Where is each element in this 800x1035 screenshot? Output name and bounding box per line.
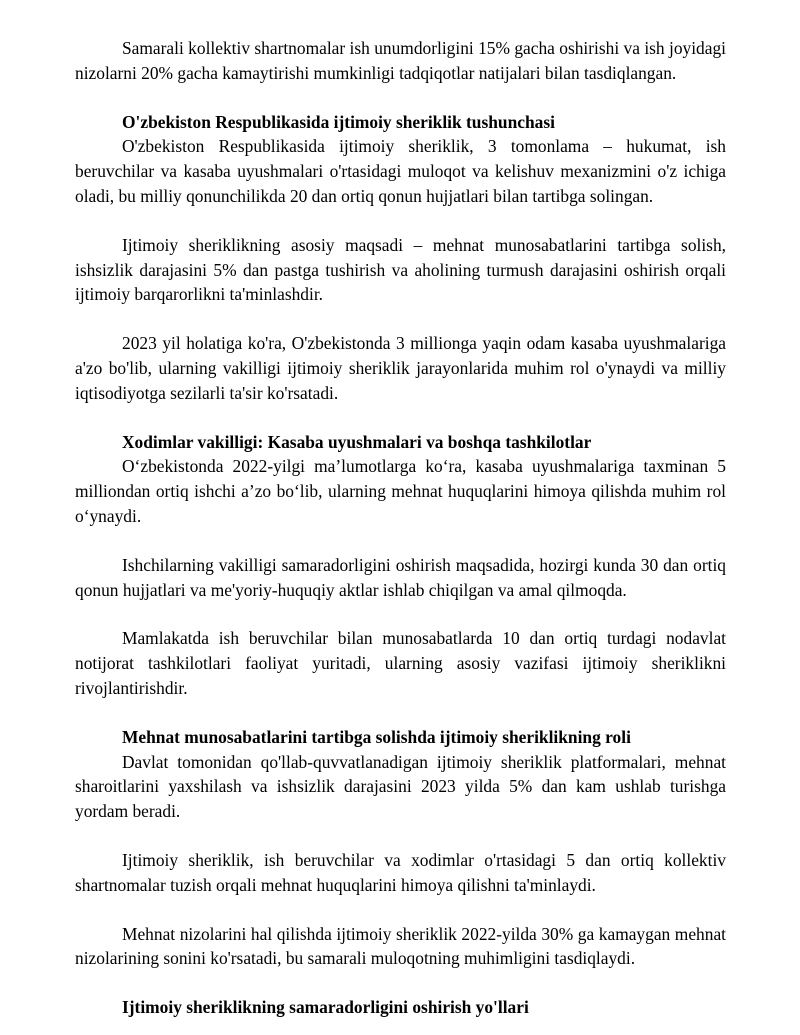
paragraph-gap — [75, 701, 726, 725]
body-paragraph: O‘zbekistonda 2022-yilgi ma’lumotlarga ko‘ra, kasaba uyushmalariga taxminan 5 milliondan ortiq ishchi a’zo bo‘lib, ularning mehnat huquqlarini himoya qilishda muhim rol o‘ynaydi. — [75, 456, 726, 526]
paragraph-gap — [75, 824, 726, 848]
body-paragraph: Ishchilarning vakilligi samaradorligini oshirish maqsadida, hozirgi kunda 30 dan ortiq qonun hujjatlari va me'yoriy-huquqiy aktlar ishlab chiqilgan va amal qilmoqda. — [75, 554, 726, 600]
paragraph-gap — [75, 898, 726, 922]
document-page — [75, 36, 726, 1020]
body-paragraph: 2023 yil holatiga ko'ra, O'zbekistonda 3 millionga yaqin odam kasaba uyushmalariga a'zo bo'lib, ularning vakilligi ijtimoiy sheriklik jarayonlarida muhim rol o'ynaydi va milliy iqtisodiyotga sezilarli ta'sir ko'rsatadi. — [75, 333, 726, 403]
paragraph-gap — [75, 209, 726, 233]
section-heading: Mehnat munosabatlarini tartibga solishda ijtimoiy sheriklikning roli — [122, 726, 631, 747]
paragraph-gap — [75, 602, 726, 626]
body-paragraph: Ijtimoiy sheriklikning asosiy maqsadi – mehnat munosabatlarini tartibga solish, ishsizlik darajasini 5% dan pastga tushirish va aholining turmush darajasini oshirish orqali ijtimoiy barqarorlikni ta'minlashdir. — [75, 234, 726, 305]
paragraph-gap — [75, 307, 726, 331]
paragraph-gap — [75, 86, 726, 110]
body-paragraph: Mamlakatda ish beruvchilar bilan munosabatlarda 10 dan ortiq turdagi nodavlat notijorat tashkilotlari faoliyat yuritadi, ularning asosiy vazifasi ijtimoiy sheriklikni rivojlantirishdir. — [75, 628, 726, 698]
section-heading: O'zbekiston Respublikasida ijtimoiy sheriklik tushunchasi — [122, 111, 555, 132]
section-heading: Ijtimoiy sheriklikning samaradorligini oshirish yo'llari — [122, 997, 529, 1018]
paragraph-gap — [75, 406, 726, 430]
body-paragraph: Ijtimoiy sheriklik, ish beruvchilar va xodimlar o'rtasidagi 5 dan ortiq kollektiv shartnomalar tuzish orqali mehnat huquqlarini himoya qilishni ta'minlaydi. — [75, 849, 726, 895]
body-paragraph: Mehnat nizolarini hal qilishda ijtimoiy sheriklik 2022-yilda 30% ga kamaygan mehnat nizolarining sonini ko'rsatadi, bu samarali muloqotning muhimligini tasdiqlaydi. — [75, 923, 726, 969]
body-paragraph: O'zbekiston Respublikasida ijtimoiy sheriklik, 3 tomonlama – hukumat, ish beruvchilar va kasaba uyushmalari o'rtasidagi muloqot va kelishuv mexanizmini o'z ichiga oladi, bu milliy qonunchilikda 20 dan ortiq qonun hujjatlari bilan tartibga solingan. — [75, 136, 726, 206]
paragraph-gap — [75, 971, 726, 995]
intro-paragraph: Samarali kollektiv shartnomalar ish unumdorligini 15% gacha oshirishi va ish joyidagi nizolarni 20% gacha kamaytirishi mumkinligi tadqiqotlar natijalari bilan tasdiqlangan. — [75, 38, 726, 83]
body-paragraph: Davlat tomonidan qo'llab-quvvatlanadigan ijtimoiy sheriklik platformalari, mehnat sharoitlarini yaxshilash va ishsizlik darajasini 2023 yilda 5% dan kam ushlab turishga yordam beradi. — [75, 751, 726, 822]
section-heading: Xodimlar vakilligi: Kasaba uyushmalari va boshqa tashkilotlar — [122, 431, 592, 452]
paragraph-gap — [75, 529, 726, 553]
